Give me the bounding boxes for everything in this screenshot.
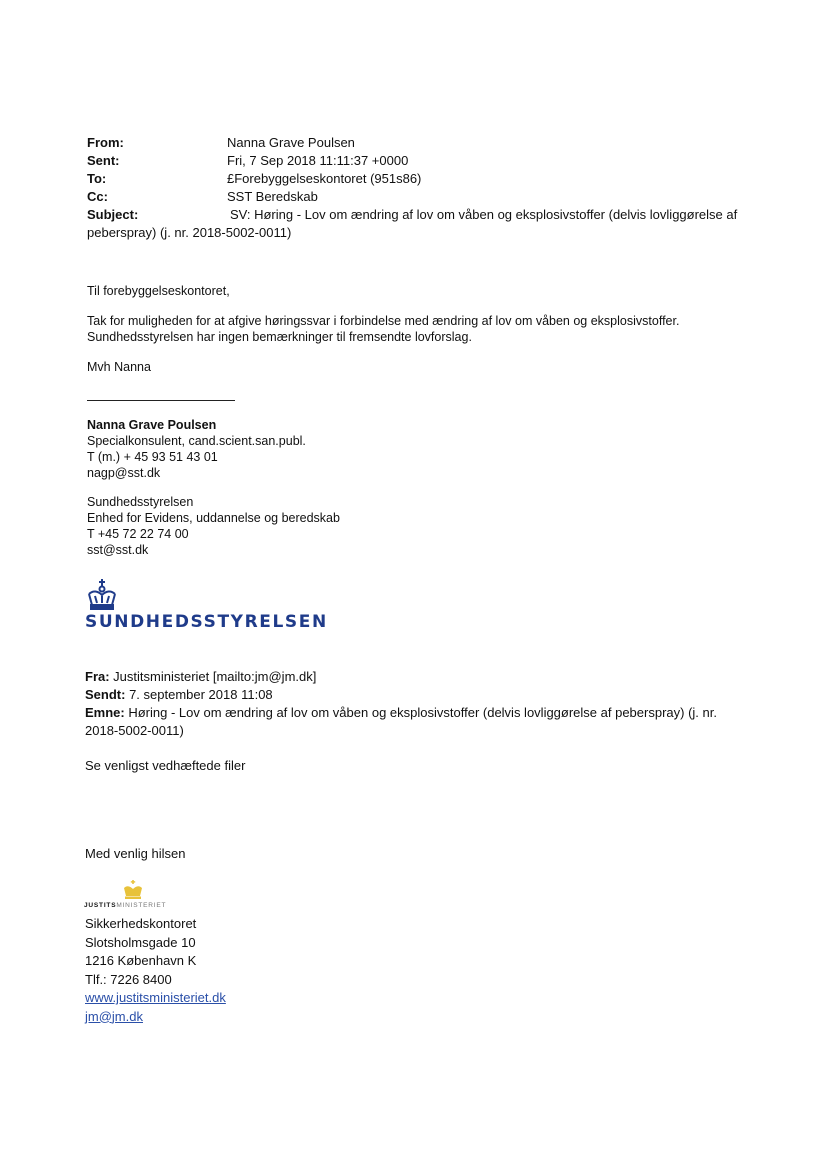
- body-line-1: Tak for muligheden for at afgive høringssvar i forbindelse med ændring af lov om våben og eksplosivstoffer.: [87, 314, 680, 328]
- fwd-subject-value: Høring - Lov om ændring af lov om våben og eksplosivstoffer (delvis lovliggørelse af peberspray) (j. nr. 2018-5002-0011): [85, 705, 717, 738]
- sst-wordmark: SUNDHEDSSTYRELSEN: [85, 612, 328, 632]
- jm-city: 1216 København K: [85, 953, 197, 968]
- sent-row: [87, 152, 747, 170]
- fwd-from-value: Justitsministeriet [mailto:jm@jm.dk]: [109, 669, 317, 684]
- forwarded-message: Se venligst vedhæftede filer: [85, 758, 246, 773]
- signature-block: [87, 417, 487, 481]
- fwd-subject-row: [85, 704, 735, 740]
- crown-icon: [122, 880, 144, 900]
- to-value: £Forebyggelseskontoret (951s86): [227, 171, 422, 186]
- cc-value: SST Beredskab: [227, 189, 318, 204]
- signature-email: nagp@sst.dk: [87, 466, 161, 480]
- jm-street: Slotsholmsgade 10: [85, 934, 196, 950]
- jm-email-link[interactable]: jm@jm.dk: [85, 1008, 143, 1024]
- crown-icon: [85, 578, 119, 612]
- org-unit: Enhed for Evidens, uddannelse og beredskab: [87, 511, 340, 525]
- signature-name: Nanna Grave Poulsen: [87, 418, 217, 432]
- subject-label: Subject:: [87, 207, 139, 222]
- fwd-sent-row: [85, 686, 735, 704]
- fwd-from-label: Fra:: [85, 669, 110, 684]
- fwd-from-row: [85, 668, 735, 686]
- cc-row: [87, 188, 747, 206]
- cc-label: Cc:: [87, 189, 108, 204]
- fwd-sent-label: Sendt:: [85, 687, 126, 702]
- jm-contact-block: [85, 915, 226, 1026]
- closing: Mvh Nanna: [87, 360, 151, 374]
- jm-wordmark-bold: JUSTITS: [84, 902, 117, 909]
- signature-phone: T (m.) + 45 93 51 43 01: [87, 450, 218, 464]
- org-email: sst@sst.dk: [87, 543, 149, 557]
- signature-divider: [87, 400, 235, 401]
- to-row: [87, 170, 747, 188]
- subject-row: [87, 206, 747, 242]
- from-value: Nanna Grave Poulsen: [227, 135, 355, 150]
- fwd-sent-value: 7. september 2018 11:08: [125, 687, 273, 702]
- org-phone: T +45 72 22 74 00: [87, 527, 189, 541]
- organization-block: [87, 494, 487, 558]
- jm-office: Sikkerhedskontoret: [85, 916, 197, 931]
- sent-label: Sent:: [87, 153, 120, 168]
- body-line-2: Sundhedsstyrelsen har ingen bemærkninger til fremsendte lovforslag.: [87, 330, 472, 344]
- jm-wordmark: [84, 902, 166, 909]
- jm-website-link[interactable]: www.justitsministeriet.dk: [85, 990, 226, 1005]
- salutation: Til forebyggelseskontoret,: [87, 284, 230, 298]
- forwarded-header: [85, 668, 735, 740]
- email-body: [87, 283, 787, 389]
- jm-phone: Tlf.: 7226 8400: [85, 971, 172, 987]
- sundhedsstyrelsen-logo: [85, 578, 328, 632]
- fwd-subject-label: Emne:: [85, 705, 125, 720]
- to-label: To:: [87, 171, 107, 186]
- subject-value: SV: Høring - Lov om ændring af lov om våben og eksplosivstoffer (delvis lovliggørelse af peberspray) (j. nr. 2018-5002-0011): [87, 207, 738, 240]
- sent-value: Fri, 7 Sep 2018 11:11:37 +0000: [227, 153, 409, 168]
- body-paragraph: [87, 313, 787, 345]
- from-row: [87, 134, 747, 152]
- from-label: From:: [87, 135, 124, 150]
- signature-title: Specialkonsulent, cand.scient.san.publ.: [87, 434, 306, 448]
- email-header: [87, 134, 747, 242]
- org-name: Sundhedsstyrelsen: [87, 495, 194, 509]
- jm-wordmark-light: MINISTERIET: [116, 902, 167, 909]
- forwarded-greeting: Med venlig hilsen: [85, 846, 186, 861]
